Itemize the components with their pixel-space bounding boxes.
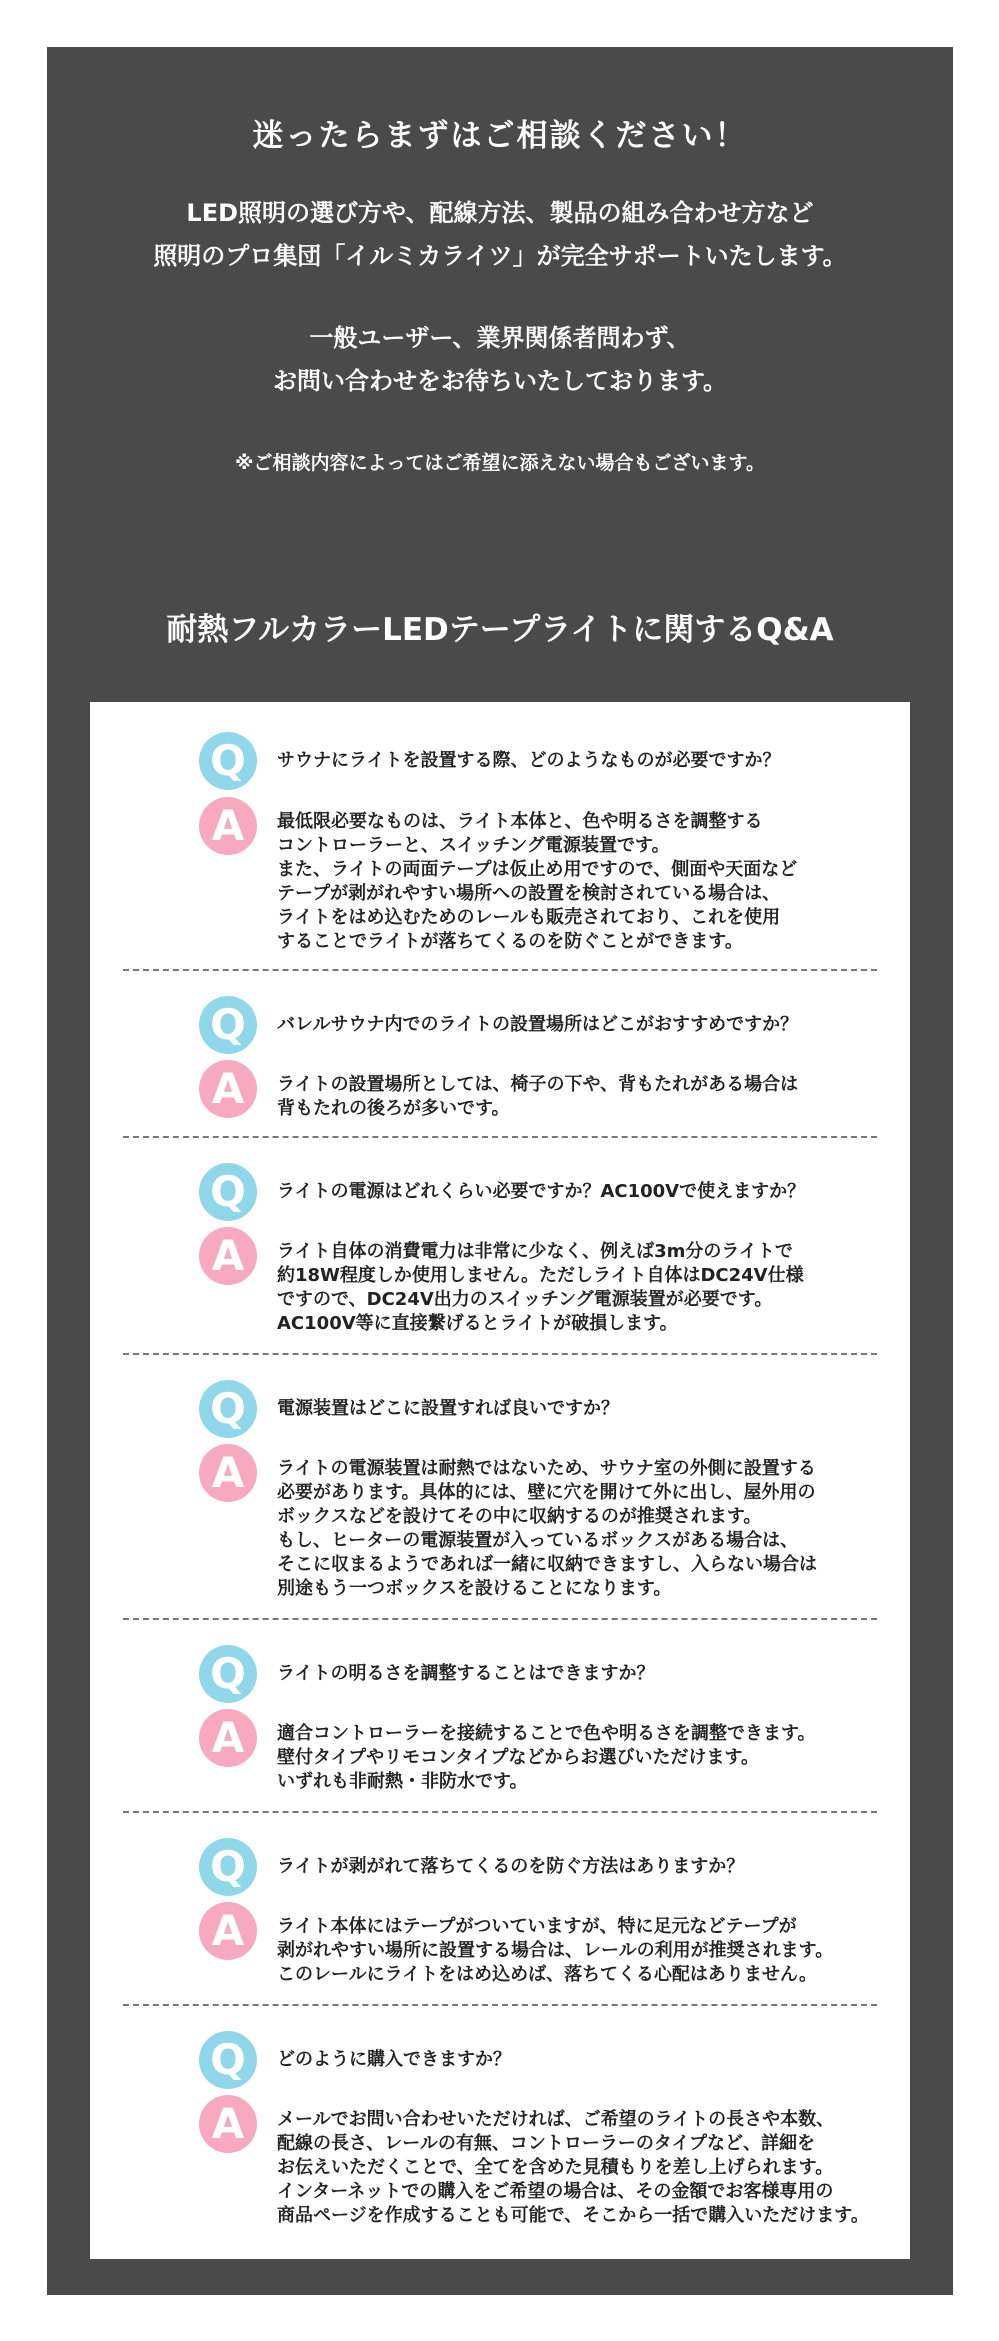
intro-line: LED照明の選び方や、配線方法、製品の組み合わせ方など bbox=[186, 199, 814, 227]
answer-line: もし、ヒーターの電源装置が入っているボックスがある場合は、 bbox=[277, 1530, 799, 1551]
answer-line: インターネットでの購入をご希望の場合は、その金額でお客様専用の bbox=[277, 2181, 834, 2202]
answer-text bbox=[277, 810, 897, 954]
answer-line: 壁付タイプやリモコンタイプなどからお選びいただけます。 bbox=[277, 1747, 760, 1768]
answer-text bbox=[277, 1722, 897, 1794]
answer-line: 別途もう一つボックスを設けることになります。 bbox=[277, 1578, 672, 1599]
answer-line: 背もたれの後ろが多いです。 bbox=[277, 1098, 510, 1119]
answer-line: 剥がれやすい場所に設置する場合は、レールの利用が推奨されます。 bbox=[277, 1940, 834, 1961]
intro-body bbox=[47, 192, 953, 403]
question-text: ライトの明るさを調整することはできますか？ bbox=[277, 1663, 655, 1684]
answer-text bbox=[277, 1915, 897, 1987]
answer-line: また、ライトの両面テープは仮止め用ですので、側面や天面など bbox=[277, 859, 798, 880]
qa-card bbox=[90, 702, 910, 2259]
question-text: ライトが剥がれて落ちてくるのを防ぐ方法はありますか？ bbox=[277, 1856, 745, 1877]
answer-line: ライト自体の消費電力は非常に少なく、例えば3m分のライトで bbox=[277, 1241, 793, 1262]
answer-line: お伝えいただくことで、全てを含めた見積もりを差し上げられます。 bbox=[277, 2157, 834, 2178]
answer-text bbox=[277, 2108, 897, 2228]
answer-badge: A bbox=[199, 797, 257, 855]
question-text: どのように購入できますか？ bbox=[277, 2049, 511, 2070]
intro-title: 迷ったらまずはご相談ください！ bbox=[252, 118, 748, 154]
answer-line: 配線の長さ、レールの有無、コントローラーのタイプなど、詳細を bbox=[277, 2133, 816, 2154]
intro-line: お問い合わせをお待ちいたしております。 bbox=[272, 367, 728, 395]
divider bbox=[123, 1353, 877, 1355]
answer-line: 約18W程度しか使用しません。ただしライト自体はDC24V仕様 bbox=[277, 1265, 804, 1286]
answer-line: 商品ページを作成することも可能で、そこから一括で購入いただけます。 bbox=[277, 2205, 869, 2226]
answer-line: コントローラーと、スイッチング電源装置です。 bbox=[277, 835, 670, 856]
intro-line: 一般ユーザー、業界関係者問わず、 bbox=[309, 324, 691, 352]
answer-badge: A bbox=[199, 1444, 257, 1502]
question-badge: Q bbox=[199, 1163, 257, 1221]
question-badge: Q bbox=[199, 732, 257, 790]
divider bbox=[123, 1811, 877, 1813]
answer-line: AC100V等に直接繋げるとライトが破損します。 bbox=[277, 1313, 678, 1334]
answer-badge: A bbox=[199, 1902, 257, 1960]
answer-line: ライトをはめ込むためのレールも販売されており、これを使用 bbox=[277, 907, 781, 928]
answer-line: ライトの電源装置は耐熱ではないため、サウナ室の外側に設置する bbox=[277, 1458, 816, 1479]
qa-heading: 耐熱フルカラーLEDテープライトに関するQ&A bbox=[166, 612, 834, 648]
divider bbox=[123, 1136, 877, 1138]
answer-line: いずれも非耐熱・非防水です。 bbox=[277, 1771, 528, 1792]
answer-line: 適合コントローラーを接続することで色や明るさを調整できます。 bbox=[277, 1723, 816, 1744]
question-text: サウナにライトを設置する際、どのようなものが必要ですか？ bbox=[277, 750, 781, 771]
consultation-panel bbox=[47, 47, 953, 2295]
divider bbox=[123, 969, 877, 971]
answer-text bbox=[277, 1457, 897, 1601]
answer-line: 最低限必要なものは、ライト本体と、色や明るさを調整する bbox=[277, 811, 763, 832]
answer-badge: A bbox=[199, 1227, 257, 1285]
intro-note: ※ご相談内容によってはご希望に添えない場合もございます。 bbox=[235, 452, 765, 474]
divider bbox=[123, 1618, 877, 1620]
divider bbox=[123, 2004, 877, 2006]
question-text: ライトの電源はどれくらい必要ですか？AC100Vで使えますか？ bbox=[277, 1181, 806, 1202]
question-text: 電源装置はどこに設置すれば良いですか？ bbox=[277, 1398, 619, 1419]
intro-line: 照明のプロ集団「イルミカライツ」が完全サポートいたします。 bbox=[153, 242, 847, 270]
answer-text bbox=[277, 1240, 897, 1336]
answer-text bbox=[277, 1073, 897, 1121]
answer-line: ボックスなどを設けてその中に収納するのが推奨されます。 bbox=[277, 1506, 762, 1527]
answer-line: このレールにライトをはめ込めば、落ちてくる心配はありません。 bbox=[277, 1964, 817, 1985]
answer-line: ライト本体にはテープがついていますが、特に足元などテープが bbox=[277, 1916, 797, 1937]
answer-line: することでライトが落ちてくるのを防ぐことができます。 bbox=[277, 931, 743, 952]
answer-badge: A bbox=[199, 1060, 257, 1118]
question-text: バレルサウナ内でのライトの設置場所はどこがおすすめですか？ bbox=[277, 1014, 799, 1035]
answer-badge: A bbox=[199, 1709, 257, 1767]
question-badge: Q bbox=[199, 2031, 257, 2089]
question-badge: Q bbox=[199, 996, 257, 1054]
intro-gap bbox=[47, 278, 953, 317]
answer-line: ライトの設置場所としては、椅子の下や、背もたれがある場合は bbox=[277, 1074, 799, 1095]
answer-badge: A bbox=[199, 2095, 257, 2153]
answer-line: テープが剥がれやすい場所への設置を検討されている場合は、 bbox=[277, 883, 781, 904]
answer-line: メールでお問い合わせいただければ、ご希望のライトの長さや本数、 bbox=[277, 2109, 835, 2130]
answer-line: ですので、DC24V出力のスイッチング電源装置が必要です。 bbox=[277, 1289, 773, 1310]
question-badge: Q bbox=[199, 1645, 257, 1703]
answer-line: そこに収まるようであれば一緒に収納できますし、入らない場合は bbox=[277, 1554, 817, 1575]
question-badge: Q bbox=[199, 1838, 257, 1896]
answer-line: 必要があります。具体的には、壁に穴を開けて外に出し、屋外用の bbox=[277, 1482, 816, 1503]
question-badge: Q bbox=[199, 1380, 257, 1438]
